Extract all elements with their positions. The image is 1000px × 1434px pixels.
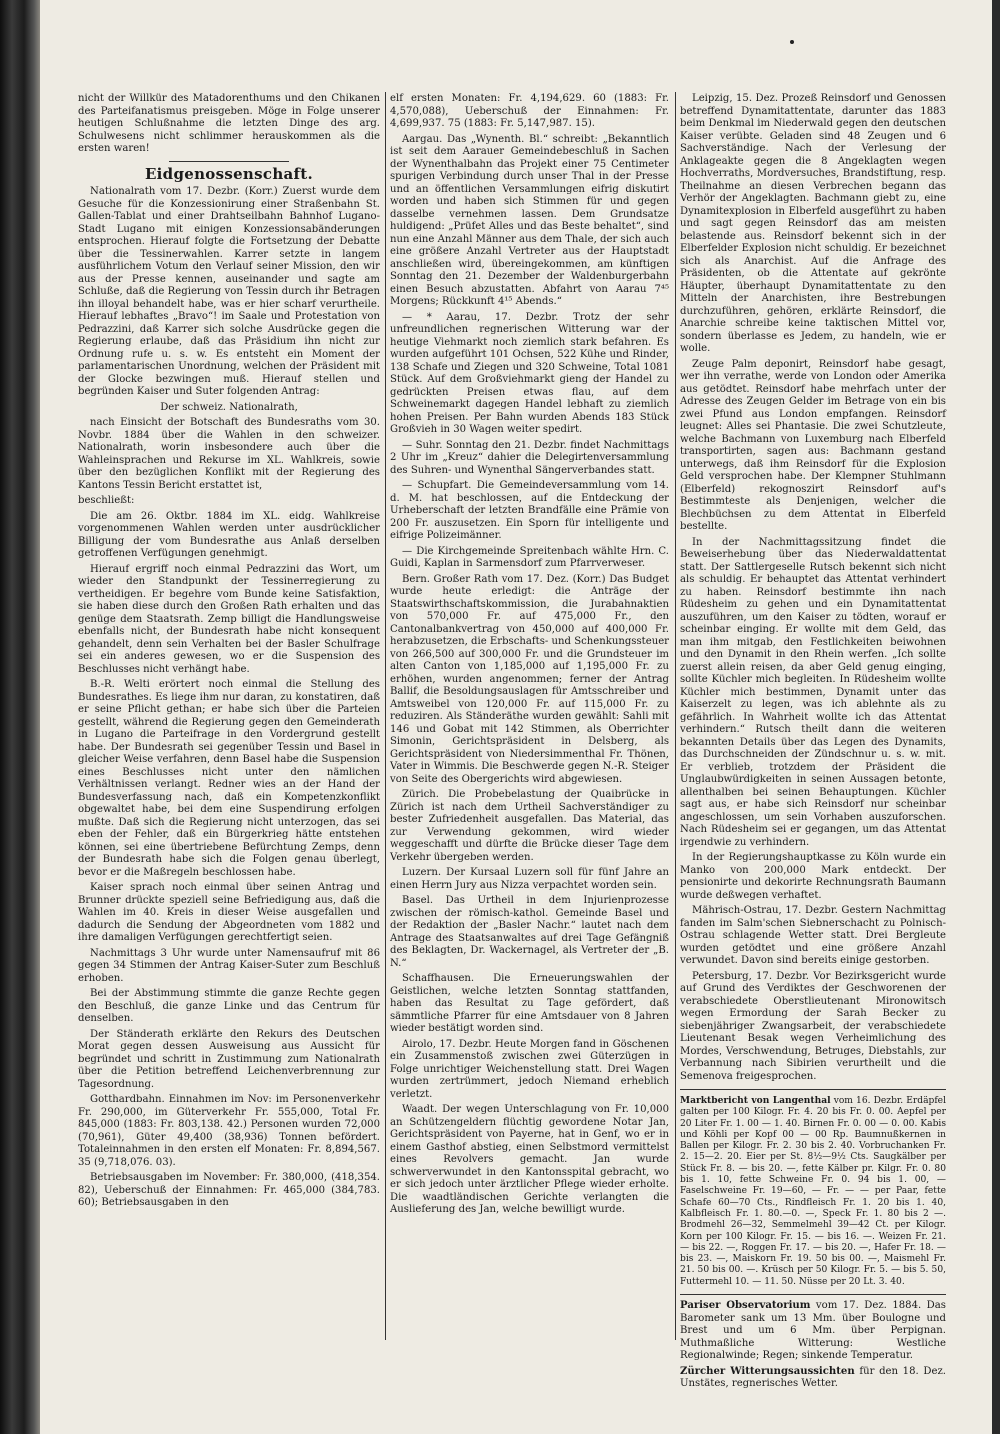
article-paragraph: Gotthardbahn. Einnahmen im Nov: im Personenverkehr Fr. 290,000, im Güterverkehr Fr. 555,000, Total Fr. 845,000 (1883: Fr. 803,138. 42.) Personen wurden 72,000 (70,961), Güter 49,400 (38,936) Tonnen befördert. Totaleinnahmen in den ersten elf Monaten: Fr. 8,894,567. 35 (9,718,076. 03). — [78, 1094, 380, 1168]
market-report-text: vom 16. Dezbr. Erdäpfel galten per 100 Kilogr. Fr. 4. 20 bis Fr. 0. 00. Aepfel per 20 Liter Fr. 1. 00 — 1. 40. Birnen Fr. 0. 00 — 0. 00. Kabis und Köhli per Kopf 00 — 00 Rp. Baumnußkernen in Ballen per Kilogr. Fr. 2. 30 bis 2. 40. Vorbruchanken Fr. 2. 15—2. 20. Eier per St. 8½—9½ Cts. Saugkälber per Stück Fr. 8. — bis 20. —, fette Kälber pr. Kilgr. Fr. 0. 80 bis 1. 10, fette Schweine Fr. 0. 94 bis 1. 00, — Faselschweine Fr. 19—60, — Fr. — — per Paar, fette Schafe 60—70 Cts., Rindfleisch Fr. 1. 20 bis 1. 40, Kalbfleisch Fr. 1. 80.—0. —, Speck Fr. 1. 80 bis 2 —. Brodmehl 26—32, Semmelmehl 39—42 Ct. per Kilogr. Korn per 100 Kilogr. Fr. 15. — bis 16. —. Weizen Fr. 21. — bis 22. —, Roggen Fr. 17. — bis 20. —, Hafer Fr. 18. — bis 23. —, Maiskorn Fr. 19. 50 bis 00. —, Maismehl Fr. 21. 50 bis 00. —. Krüsch per 50 Kilogr. Fr. 5. — bis 5. 50, Futtermehl 10. — 11. 50. Nüsse per 20 Lt. 3. 40. — [680, 1096, 946, 1287]
article-paragraph: In der Regierungshauptkasse zu Köln wurde ein Manko von 200,000 Mark entdeckt. Der pensionirte und dekorirte Rechnungsrath Baumann wurde deßwegen verhaftet. — [680, 852, 946, 901]
article-paragraph: Der schweiz. Nationalrath, — [160, 401, 298, 413]
book-spine — [0, 0, 40, 1434]
article-paragraph: Nationalrath vom 17. Dezbr. (Korr.) Zuerst wurde dem Gesuche für die Konzessionirung einer Straßenbahn St. Gallen-Tablat und einer Drahtseilbahn Bahnhof Lugano-Stadt Lugano mit einigen Konzessionsabänderungen entsprochen. Hierauf folgte die Fortsetzung der Debatte über die Tessinerwahlen. Karrer setzte in langem ausführlichem Votum den Verlauf seiner Mission, den wir aus der Presse kennen, auseinander und sagte am Schluße, daß die Regierung von Tessin durch ihr Betragen ihn illoyal behandelt habe, was er hier scharf verurtheile. Hierauf lebhaftes „Bravo“! im Saale und Protestation von Pedrazzini, daß Karrer sich solche Ausdrücke gegen die Regierung erlaube, daß das Präsidium ihn nicht zur Ordnung rufe u. s. w. Es entsteht ein Moment der parlamentarischen Unordnung, welchen der Präsident mit der Glocke bezwingen muß. Hierauf stellen und begründen Kaiser und Suter folgenden Antrag: — [78, 186, 380, 397]
column-rule-2 — [675, 92, 676, 1340]
intro-paragraph: nicht der Willkür des Matadorenthums und den Chikanen des Parteifanatismus preisgeben. Möge in Folge unserer heutigen Schlußnahme die letzten Dinge des arg. Schulwesens nicht schlimmer herauskommen als die ersten waren! — [78, 93, 380, 154]
article-paragraph: Luzern. Der Kursaal Luzern soll für fünf Jahre an einen Herrn Jury aus Nizza verpachtet worden sein. — [390, 867, 669, 891]
article-paragraph: In der Nachmittagssitzung findet die Beweiserhebung über das Niederwaldattentat statt. Der Sattlergeselle Rutsch bekennt sich nicht als schuldig. Er behauptet das Attentat verhindert zu haben. Reinsdorf bestimmte ihn nach Rüdesheim zu gehen und ein Dynamitattentat auszuführen, um den Kaiser zu tödten, worauf er scheinbar einging. Er wollte mit dem Geld, das man ihm mitgab, den Festlichkeiten beiwohnen und den Dynamit in den Rhein werfen. „Ich sollte zuerst allein reisen, da aber Geld genug einging, sollte Küchler mich begleiten. In Rüdesheim wollte Küchler mich bestimmen, Dynamit unter das Kaiserzelt zu legen, was ich ablehnte als zu gefährlich. In Wahrheit wollte ich das Attentat verhindern.“ Rutsch theilt dann die weiteren bekannten Details über das Legen des Dynamits, das Durchschneiden der Zündschnur u. s. w. mit. Er verblieb, trotzdem der Präsident die Unglaubwürdigkeiten in seinen Aussagen betonte, allenthalben bei seinen Behauptungen. Küchler sagt aus, er habe sich Reinsdorf nur scheinbar angeschlossen, um sein Vorhaben auszuforschen. Nach Rüdesheim sei er gegangen, um das Attentat irgendwie zu verhindern. — [680, 536, 946, 848]
article-paragraph: Schaffhausen. Die Erneuerungswahlen der Geistlichen, welche letzten Sonntag stattfanden, haben das Resultat zu Tage gefördert, daß sämmtliche Pfarrer für eine Amtsdauer von 8 Jahren wieder bestätigt worden sind. — [390, 973, 669, 1034]
market-report-title: Marktbericht von Langenthal — [680, 1095, 831, 1106]
article-paragraph: Nachmittags 3 Uhr wurde unter Namensaufruf mit 86 gegen 34 Stimmen der Antrag Kaiser-Suter zum Beschluß erhoben. — [78, 947, 380, 984]
article-paragraph: — * Aarau, 17. Dezbr. Trotz der sehr unfreundlichen regnerischen Witterung war der heutige Viehmarkt noch ziemlich stark befahren. Es wurden aufgeführt 101 Ochsen, 522 Kühe und Rinder, 138 Schafe und Ziegen und 320 Schweine, Total 1081 Stück. Auf dem Großviehmarkt gieng der Handel zu gedrückten Preisen etwas flau, auf dem Schweinemarkt dagegen Handel lebhaft zu ziemlich hohen Preisen. Per Bahn wurden Abends 183 Stück Großvieh in 30 Wagen weiter spedirt. — [390, 311, 669, 435]
article-paragraph: Betriebsausgaben im November: Fr. 380,000, (418,354. 82), Ueberschuß der Einnahmen: Fr. 465,000 (384,783. 60); Betriebsausgaben in den — [78, 1172, 380, 1208]
article-paragraph: Petersburg, 17. Dezbr. Vor Bezirksgericht wurde auf Grund des Verdiktes der Geschworenen der verabschiedete Oberstlieutenant Mironowitsch wegen Ermordung der Sarah Becker zu siebenjähriger Zwangsarbeit, der verabschiedete Lieutenant Besak wegen Verheimlichung des Mordes, Verschwendung, Betruges, Diebstahls, zur Verbannung nach Sibirien verurtheilt und die Semenova freigesprochen. — [680, 970, 946, 1082]
article-paragraph: beschließt: — [78, 495, 135, 506]
separator — [680, 1294, 946, 1295]
article-paragraph: Waadt. Der wegen Unterschlagung von Fr. 10,000 an Schützengeldern flüchtig gewordene Notar Jan, Gerichtspräsident von Payerne, hat in Genf, wo er in einem Gasthof abstieg, einen Selbstmord vermittelst eines Revolvers gemacht. Jan wurde schwerverwundet in den Kantonsspital gebracht, wo er sich jedoch unter ärztlicher Pflege wieder erholte. Die waadtländischen Gerichte verlangten die Auslieferung des Jan, welche bewilligt wurde. — [390, 1104, 669, 1215]
article-paragraph: — Die Kirchgemeinde Spreitenbach wählte Hrn. C. Guidi, Kaplan in Sarmensdorf zum Pfarrverweser. — [390, 545, 669, 569]
section-heading: Eidgenossenschaft. — [144, 164, 314, 183]
article-paragraph: Bei der Abstimmung stimmte die ganze Rechte gegen den Beschluß, die ganze Linke und das Centrum für denselben. — [78, 988, 380, 1024]
weather-title: Zürcher Witterungsaussichten — [680, 1365, 855, 1377]
article-paragraph: — Schupfart. Die Gemeindeversammlung vom 14. d. M. hat beschlossen, auf die Entdeckung der Urheberschaft der letzten Brandfälle eine Prämie von 200 Fr. auszusetzen. Ein Sporn für intelligente und eifrige Polizeimänner. — [390, 480, 669, 541]
column-1 — [78, 93, 380, 1213]
article-paragraph: — Suhr. Sonntag den 21. Dezbr. findet Nachmittags 2 Uhr im „Kreuz“ dahier die Delegirtenversammlung des Suhren- und Wynenthal Sängerverbandes statt. — [390, 439, 669, 476]
column-rule-1 — [385, 92, 386, 1340]
article-paragraph: Der Ständerath erklärte den Rekurs des Deutschen Morat gegen dessen Ausweisung aus Aussicht für begründet und schritt in Zustimmung zum Nationalrath über die Petition betreffend Leichenverbrennung zur Tagesordnung. — [78, 1028, 380, 1090]
article-paragraph: Mährisch-Ostrau, 17. Dezbr. Gestern Nachmittag fanden im Salm'schen Siebnerschacht zu Polnisch-Ostrau schlagende Wetter statt. Drei Bergleute wurden getödtet und eine größere Anzahl verwundet. Davon sind bereits einige gestorben. — [680, 905, 946, 966]
column-3 — [680, 93, 946, 1394]
separator — [680, 1089, 946, 1090]
article-paragraph: Zürich. Die Probebelastung der Quaibrücke in Zürich ist nach dem Urtheil Sachverständiger zu bester Zufriedenheit ausgefallen. Das Material, das zur Verwendung gekommen, wird wieder weggeschafft und dürfte die Brücke dieser Tage dem Verkehr übergeben werden. — [390, 789, 669, 863]
article-paragraph: Kaiser sprach noch einmal über seinen Antrag und Brunner drückte speziell seine Befriedigung aus, daß die Wahlen im 40. Kreis in dieser Weise ausgefallen und dadurch die Sendung der Abgeordneten vom 1882 und ihre damaligen Verfügungen gerechtfertigt seien. — [78, 882, 380, 943]
article-paragraph: Hierauf ergriff noch einmal Pedrazzini das Wort, um wieder den Standpunkt der Tessinerregierung zu vertheidigen. Er begehre vom Bunde keine Satisfaktion, sie haben diese durch den Großen Rath erhalten und das genüge dem Staatsrath. Zemp billigt die Handlungsweise ebenfalls nicht, der Bundesrath habe nicht konsequent gehandelt, denn sein Verhalten bei der Basler Schulfrage sei ein anderes gewesen, wo er die Suspension des Beschlusses nicht verhängt habe. — [78, 563, 380, 675]
article-paragraph: nach Einsicht der Botschaft des Bundesraths vom 30. Novbr. 1884 über die Wahlen in den schweizer. Nationalrath, worin insbesondere auch über die Wahleinsprachen und Rekurse im XL. Wahlkreis, sowie über den bezüglichen Konflikt mit der Regierung des Kantons Tessin Bericht erstattet ist, — [78, 417, 380, 491]
article-paragraph: Zeuge Palm deponirt, Reinsdorf habe gesagt, wer ihn verrathe, werde von London oder Amerika aus getödtet. Reinsdorf habe mehrfach unter der Adresse des Zeugen Gelder im Betrage von ein bis zwei Pfund aus London empfangen. Reinsdorf leugnet: Alles sei Phantasie. Die zwei Schutzleute, welche Bachmann von Luxemburg nach Elberfeld transportirten, sagen aus: Bachmann gestand unterwegs, daß ihm Reinsdorf für die Explosion Geld versprochen habe. Der Klempner Stuhlmann (Elberfeld) rekognoszirt Reinsdorf auf's Bestimmteste als Denjenigen, welcher die Blechbüchsen zu dem Attentat in Elberfeld bestellte. — [680, 358, 946, 532]
weather-text: für den 18. Dez. Unstätes, regnerisches Wetter. — [680, 1365, 946, 1390]
column-2 — [390, 93, 669, 1220]
article-paragraph: Bern. Großer Rath vom 17. Dez. (Korr.) Das Budget wurde heute erledigt: die Anträge der Staatswirthschaftskommission, die Jurabahnaktien von 570,000 Fr. auf 475,000 Fr., den Cantonalbankvertrag von 450,000 auf 400,000 Fr. herabzusetzen, die Erbschafts- und Schenkungssteuer von 266,500 auf 300,000 Fr. und die Grundsteuer im alten Canton von 1,185,000 auf 1,195,000 Fr. zu erhöhen, wurden angenommen; ferner der Antrag Ballif, die Besoldungsauslagen für Amtsschreiber und Amtsweibel von 120,000 Fr. auf 115,000 Fr. zu reduziren. Als Ständeräthe wurden gewählt: Sahli mit 146 und Gobat mit 142 Stimmen, als Oberrichter Simonin, Gerichtspräsident in Delsberg, als Gerichtspräsident von Niedersimmenthal Fr. Thönen, Vater in Wimmis. Die Beschwerde gegen N.-R. Steiger von Seite des Obergerichts wird abgewiesen. — [390, 573, 669, 785]
article-paragraph: Leipzig, 15. Dez. Prozeß Reinsdorf und Genossen betreffend Dynamitattentate, darunter das 1883 beim Denkmal im Niederwald gegen den deutschen Kaiser verübte. Geladen sind 48 Zeugen und 6 Sachverständige. Nach der Verlesung der Anklageakte gegen die 8 Angeklagten wegen Hochverraths, Mordversuches, Brandstiftung, resp. Theilnahme an diesen Verbrechen begann das Verhör der Angeklagten. Bachmann giebt zu, eine Dynamitexplosion in Elberfeld ausgeführt zu haben und sagt gegen Reinsdorf das am meisten belastende aus. Reinsdorf bekennt sich in der Elberfelder Explosion nicht schuldig. Er bezeichnet sich als Anarchist. Auf die Anfrage des Präsidenten, ob die Attentate auf gekrönte Häupter, überhaupt Dynamitattentate zu den Mitteln der Anarchisten, ihre Bestrebungen durchzuführen, gehören, erklärte Reinsdorf, die Anarchie schreibe keine taktischen Mittel vor, sondern überlasse es Jedem, zu handeln, wie er wolle. — [680, 93, 946, 354]
article-paragraph: Airolo, 17. Dezbr. Heute Morgen fand in Göschenen ein Zusammenstoß zwischen zwei Güterzügen in Folge unrichtiger Weichenstellung statt. Drei Wagen wurden zertrümmert, jedoch Niemand erheblich verletzt. — [390, 1038, 669, 1100]
article-paragraph: B.-R. Welti erörtert noch einmal die Stellung des Bundesrathes. Es liege ihm nur daran, zu konstatiren, daß er seine Pflicht gethan; er habe sich über die Parteien gestellt, während die Regierung gegen den Gemeinderath in Lugano die Parteifrage in den Vordergrund gestellt habe. Der Bundesrath sei gegenüber Tessin und Basel in gleicher Weise verfahren, denn Basel habe die Suspension eines Beschlusses nicht unter den nämlichen Verhältnissen verlangt. Redner wies an der Hand der Bundesverfassung nach, daß ein Kompetenzkonflikt obgewaltet habe, bei dem eine Suspendirung erfolgen mußte. Daß sich die Regierung nicht unterzogen, das sei eben der Fehler, daß ein Bürgerkrieg hätte entstehen können, sei eine übertriebene Befürchtung Zemps, denn der Bundesrath habe sich die Folgen genau überlegt, bevor er die Maßregeln beschlossen habe. — [78, 679, 380, 878]
article-paragraph: Aargau. Das „Wynenth. Bl.“ schreibt: „Bekanntlich ist seit dem Aarauer Gemeindebeschluß in Sachen der Wynenthalbahn das Projekt einer 75 Centimeter spurigen Verbindung durch unser Thal in der Presse und an öffentlichen Versammlungen eifrig diskutirt worden und haben sich Stimmen für und gegen dasselbe vernehmen lassen. Dem Grundsatze huldigend: „Prüfet Alles und das Beste behaltet“, sind nun eine Anzahl Männer aus dem Thale, der sich auch eine größere Anzahl Vertreter aus der Hauptstadt anschließen wird, übereingekommen, am künftigen Sonntag den 21. Dezember der Waldenburgerbahn einen Besuch abzustatten. Abfahrt von Aarau 7⁴⁵ Morgens; Rückkunft 4¹⁵ Abends.“ — [390, 133, 669, 307]
article-paragraph: Basel. Das Urtheil in dem Injurienprozesse zwischen der römisch-kathol. Gemeinde Basel und der Redaktion der „Basler Nachr.“ lautet nach dem Antrage des Staatsanwaltes auf drei Tage Gefängniß des Beklagten, Dr. Wackernagel, als Vertreter der „B. N.“ — [390, 895, 669, 969]
separator — [169, 161, 289, 162]
observatory-title: Pariser Observatorium — [680, 1300, 811, 1312]
article-paragraph: Die am 26. Oktbr. 1884 im XL. eidg. Wahlkreise vorgenommenen Wahlen werden unter ausdrücklicher Billigung der vom Bundesrathe aus Anlaß derselben getroffenen Verfügungen genehmigt. — [78, 510, 380, 559]
observatory-text: vom 17. Dez. 1884. Das Barometer sank um 13 Mm. über Boulogne und Brest und um 6 Mm. über Perpignan. Muthmaßliche Witterung: Westliche Regionalwinde; Regen; sinkende Temperatur. — [680, 1300, 946, 1362]
market-report — [680, 1095, 946, 1288]
article-paragraph: elf ersten Monaten: Fr. 4,194,629. 60 (1883: Fr. 4,570,088), Ueberschuß der Einnahmen: Fr. 4,699,937. 75 (1883: Fr. 5,147,987. 15). — [390, 93, 669, 129]
ink-dot — [790, 40, 794, 44]
observatory-report — [680, 1300, 946, 1363]
weather-forecast — [680, 1366, 946, 1391]
